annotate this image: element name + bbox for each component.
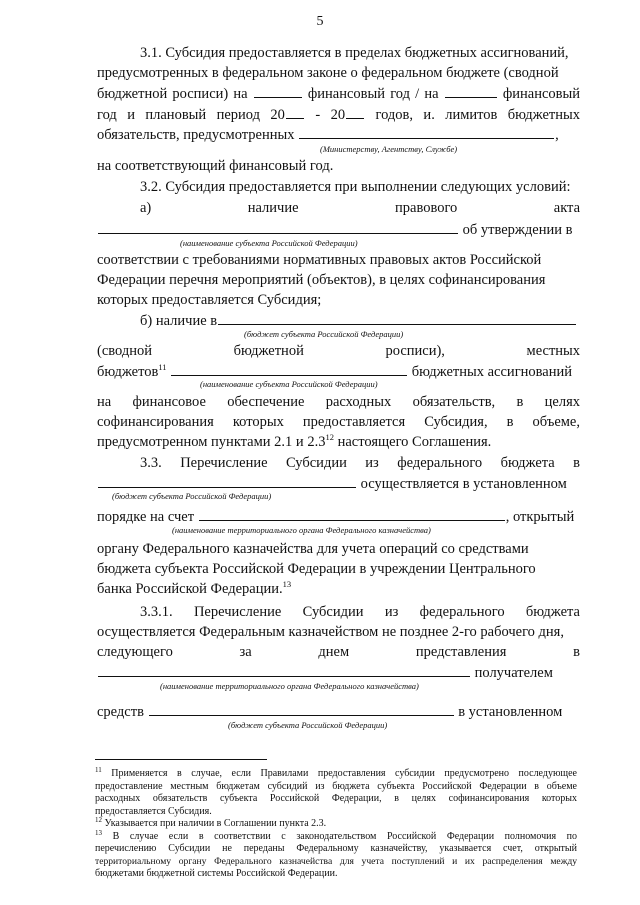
blank-line xyxy=(98,220,458,234)
blank-caption: (наименование субъекта Российской Федерации) xyxy=(180,238,358,248)
text-line: получателем xyxy=(97,663,580,682)
text-line: 3.2. Субсидия предоставляется при выполнении следующих условий: xyxy=(140,179,571,195)
blank-line xyxy=(445,84,497,98)
text-line: средств в установленном xyxy=(97,704,563,720)
footnote-line: перечислению Субсидии не переданы Федеральному казначейству, указывается счет, открытый xyxy=(95,843,577,854)
text-line: осуществляется Федеральным казначейством не позднее 2-го рабочего дня, xyxy=(97,624,564,640)
text-line: бюджетов$^{11}$ бюджетных ассигнований xyxy=(97,362,573,380)
text-line: 3.3.1. Перечисление Субсидии из федерального бюджета xyxy=(140,604,580,620)
text-line: банка Российской Федерации.$^{13}$ xyxy=(97,579,292,597)
text-line: предусмотренных в федеральном законе о федеральном бюджете (сводной xyxy=(97,65,559,81)
text-line: 3.1. Субсидия предоставляется в пределах бюджетных ассигнований, xyxy=(140,45,569,61)
blank-caption: (бюджет субъекта Российской Федерации) xyxy=(112,491,272,501)
blank-line xyxy=(286,105,304,119)
blank-line xyxy=(346,105,364,119)
blank-caption: (наименование субъекта Российской Федерации) xyxy=(200,379,378,389)
footnote-line: предоставление местным бюджетам субсидий из бюджета субъекта Российской Федерации в объеме xyxy=(95,781,577,792)
text-line: обязательств, предусмотренных , xyxy=(97,127,559,143)
footnote-13: $^{13}$ В случае если в соответствии с законодательством Российской Федерации полномочия по xyxy=(95,829,578,842)
footnote-12: $^{12}$ Указывается при наличии в Соглашении пункта 2.3. xyxy=(95,816,327,829)
blank-caption: (наименование территориального органа Федерального казначейства) xyxy=(172,525,431,535)
text-line: порядке на счет , открытый xyxy=(97,509,575,525)
page-number: 5 xyxy=(316,14,324,29)
footnote-11: $^{11}$ Применяется в случае, если Правилами предоставления субсидии предусмотрено последующее xyxy=(95,766,577,779)
footnote-ref: 11 xyxy=(158,362,167,372)
text-line: следующего за днем представления в xyxy=(97,644,580,660)
blank-line xyxy=(218,311,576,325)
text-line: которых предоставляется Субсидия; xyxy=(97,292,322,308)
blank-caption: (Министерству, Агентству, Службе) xyxy=(320,144,458,154)
text-line: об утверждении в xyxy=(97,220,580,239)
text-line: 3.3. Перечисление Субсидии из федерального бюджета в xyxy=(140,455,580,471)
text-line: бюджета субъекта Российской Федерации в учреждении Центрального xyxy=(97,561,536,577)
text-line: Федерации перечня мероприятий (объектов), в целях софинансирования xyxy=(97,272,546,288)
blank-line xyxy=(98,474,356,488)
text-line: органу Федерального казначейства для учета операций со средствами xyxy=(97,541,529,557)
footnote-ref: 12 xyxy=(325,432,334,442)
text-line: осуществляется в установленном xyxy=(97,474,580,493)
text-line: б) наличие в xyxy=(140,311,580,330)
blank-line xyxy=(299,125,554,139)
blank-caption: (бюджет субъекта Российской Федерации) xyxy=(244,329,404,339)
blank-caption: (наименование территориального органа Федерального казначейства) xyxy=(160,681,419,691)
text-line: соответствии с требованиями нормативных правовых актов Российской xyxy=(97,252,542,268)
blank-caption: (бюджет субъекта Российской Федерации) xyxy=(228,720,388,730)
text-line: на финансовое обеспечение расходных обязательств, в целях xyxy=(97,394,580,410)
blank-line xyxy=(199,507,505,521)
text-line: (сводной бюджетной росписи), местных xyxy=(97,343,581,359)
blank-line xyxy=(254,84,302,98)
footnote-line: бюджетами бюджетной системы Российской Федерации. xyxy=(95,868,338,879)
text-line: бюджетной росписи) на финансовый год / на финансовый xyxy=(97,86,580,102)
blank-line xyxy=(149,702,454,716)
footnote-line: расходных обязательств субъекта Российской Федерации, в целях софинансирования которых xyxy=(95,793,577,804)
footnote-line: территориальному органу Федерального казначейства для учета поступлений и их распределения между xyxy=(95,856,577,867)
footnote-line: предоставляется Субсидия. xyxy=(95,806,212,817)
footnote-ref: 13 xyxy=(282,579,292,589)
blank-line xyxy=(98,663,470,677)
text-line: на соответствующий финансовый год. xyxy=(97,158,334,174)
text-line: софинансирования которых предоставляется Субсидия, в объеме, xyxy=(97,414,580,430)
text-line: а) наличие правового акта xyxy=(140,200,581,216)
footnote-separator xyxy=(95,759,267,760)
text-line: год и плановый период 20 - 20 годов, и. лимитов бюджетных xyxy=(97,107,581,123)
blank-line xyxy=(171,362,407,376)
text-line: предусмотренном пунктами 2.1 и $2.3^{12}$ настоящего Соглашения. xyxy=(97,432,492,450)
